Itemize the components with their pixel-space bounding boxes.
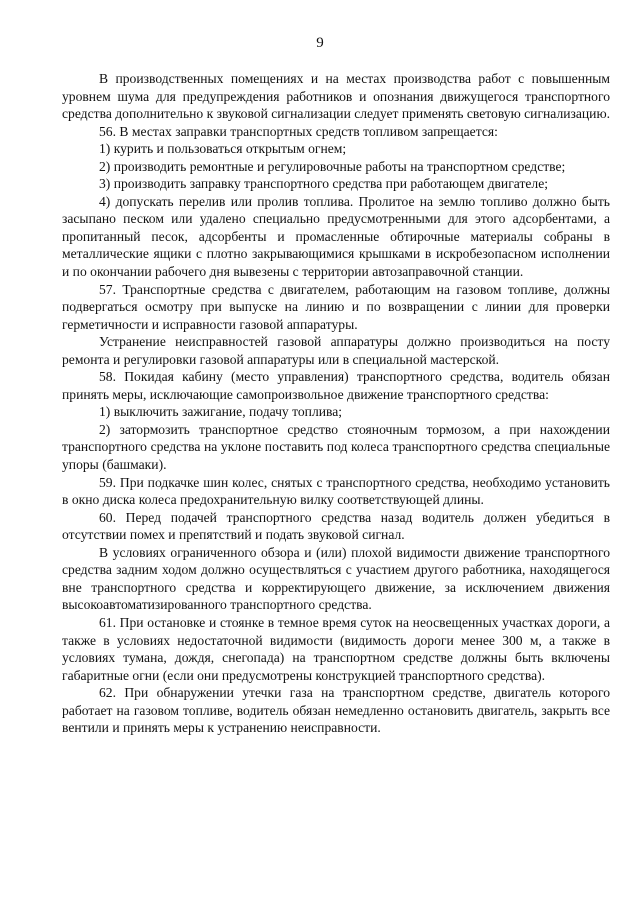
list-item-56-1: 1) курить и пользоваться открытым огнем; [99, 141, 347, 157]
paragraph-56-fueling-prohibitions: 56. В местах заправки транспортных средств топливом запрещается: [99, 123, 498, 139]
document-body [62, 70, 610, 737]
list-item-58-2: 2) затормозить транспортное средство стояночным тормозом, а при нахождении транспортного средства на уклоне поставить под колеса транспортного средства специальные упоры (башмаки). [62, 421, 610, 473]
list-item-56-3: 3) производить заправку транспортного средства при работающем двигателе; [99, 176, 549, 192]
list-item-56-4: 4) допускать перелив или пролив топлива. Пролитое на землю топливо должно быть засыпано песком или удалено специально предусмотренными для этого адсорбентами, а пропитанный песок, адсорбенты и промасленные обтирочные материалы собраны в металлические ящики с плотно закрывающимися крышками в искробезопасном исполнении и по окончании рабочего дня вывезены с территории автозаправочной станции. [62, 193, 610, 280]
page-number: 9 [316, 35, 324, 51]
paragraph-61-parking-lights: 61. При остановке и стоянке в темное время суток на неосвещенных участках дороги, а также в условиях недостаточной видимости (видимость дороги менее 300 м, а также в условиях тумана, дождя, снегопада) на транспортном средстве должны быть включены габаритные огни (если они предусмотрены конструкцией транспортного средства). [62, 614, 610, 683]
paragraph-57-gas-vehicles: 57. Транспортные средства с двигателем, работающим на газовом топливе, должны подвергаться осмотру при выпуске на линию и по возвращении с линии для проверки герметичности и исправности газовой аппаратуры. [62, 281, 610, 332]
paragraph-59-tire-inflation: 59. При подкачке шин колес, снятых с транспортного средства, необходимо установить в окно диска колеса предохранительную вилку соответствующей длины. [62, 474, 610, 508]
paragraph-62-gas-leak: 62. При обнаружении утечки газа на транспортном средстве, двигатель которого работает на газовом топливе, водитель обязан немедленно остановить двигатель, закрыть все вентили и принять меры к устранению неисправности. [62, 685, 610, 736]
list-item-56-2: 2) производить ремонтные и регулировочные работы на транспортном средстве; [99, 158, 566, 174]
paragraph-60-limited-visibility: В условиях ограниченного обзора и (или) плохой видимости движение транспортного средства задним ходом должно осуществляться с участием другого работника, находящегося вне транспортного средства и корректирующего движение, за исключением движения высокоавтоматизированного транспортного средства. [62, 544, 610, 613]
paragraph-noise-signaling: В производственных помещениях и на местах производства работ с повышенным уровнем шума для предупреждения работников и опознания движущегося транспортного средства дополнительно к звуковой сигнализации следует применять световую сигнализацию. [62, 71, 611, 122]
paragraph-57-repair: Устранение неисправностей газовой аппаратуры должно производиться на посту ремонта и регулировки газовой аппаратуры или в специальной мастерской. [62, 334, 610, 367]
paragraph-60-reversing: 60. Перед подачей транспортного средства назад водитель должен убедиться в отсутствии помех и препятствий и подать звуковой сигнал. [62, 509, 610, 543]
list-item-58-1: 1) выключить зажигание, подачу топлива; [99, 404, 343, 420]
paragraph-58-leaving-cabin: 58. Покидая кабину (место управления) транспортного средства, водитель обязан принять меры, исключающие самопроизвольное движение транспортного средства: [62, 369, 610, 402]
